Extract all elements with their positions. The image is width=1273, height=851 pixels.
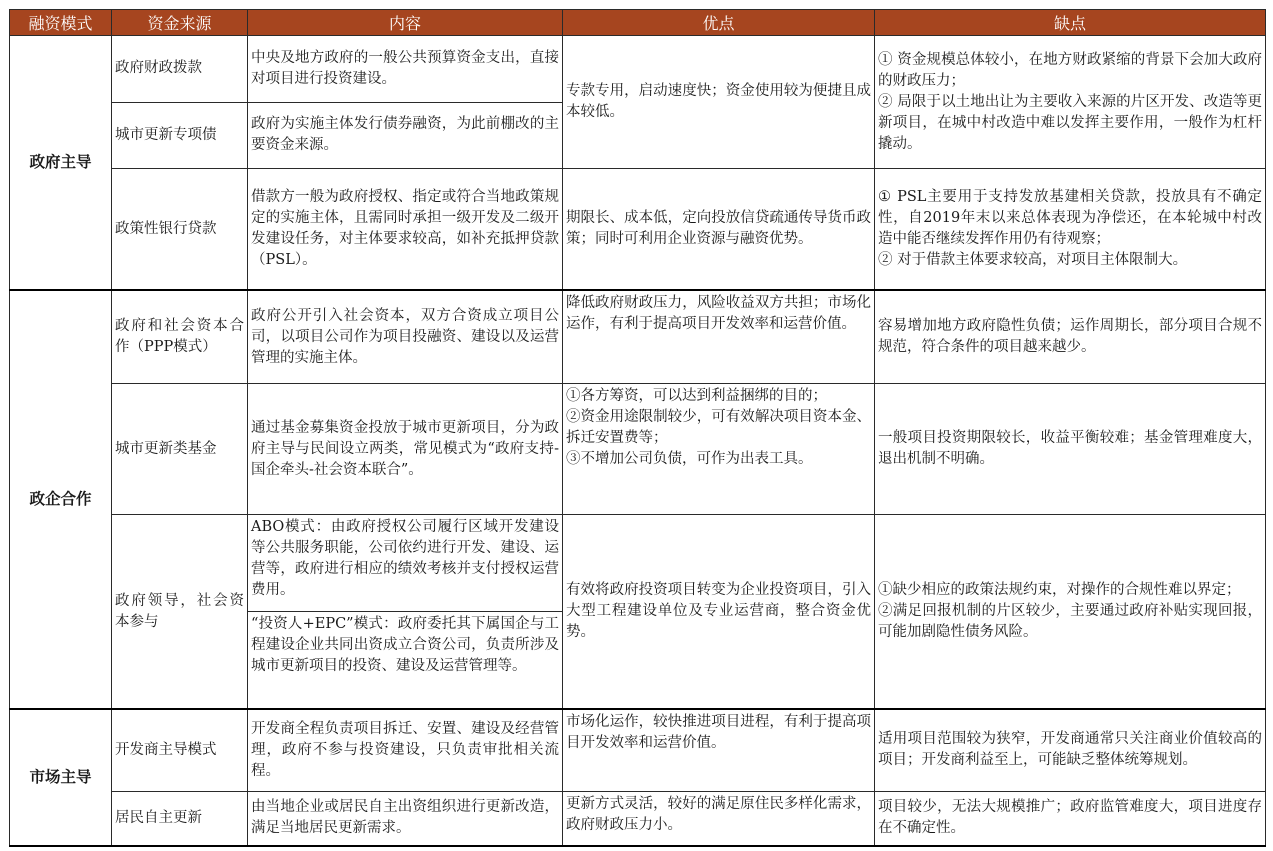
source-cell: 居民自主更新 xyxy=(112,791,248,846)
header-content: 内容 xyxy=(248,10,563,36)
source-cell: 开发商主导模式 xyxy=(112,709,248,792)
header-row xyxy=(10,10,1266,36)
pros-cell: 降低政府财政压力，风险收益双方共担；市场化运作，有利于提高项目开发效率和运营价值。 xyxy=(563,290,875,384)
table-row xyxy=(10,384,1266,515)
header-source: 资金来源 xyxy=(112,10,248,36)
mode-coop: 政企合作 xyxy=(10,290,112,709)
cons-cell: ① 资金规模总体较小，在地方财政紧缩的背景下会加大政府的财政压力； ② 局限于以土地出让为主要收入来源的片区开发、改造等更新项目，在城中村改造中难以发挥主要作用，一般作为杠杆撬动。 xyxy=(875,36,1266,169)
pros-cell: 更新方式灵活，较好的满足原住民多样化需求，政府财政压力小。 xyxy=(563,791,875,846)
cons-cell: ① PSL主要用于支持发放基建相关贷款，投放具有不确定性，自2019年末以来总体表现为净偿还，在本轮城中村改造中能否继续发挥作用仍有待观察； ② 对于借款主体要求较高，对项目主体限制大。 xyxy=(875,169,1266,290)
table-row xyxy=(10,36,1266,103)
source-cell: 政府和社会资本合作（PPP模式） xyxy=(112,290,248,384)
table-row xyxy=(10,791,1266,846)
source-cell: 政府财政拨款 xyxy=(112,36,248,103)
cons-cell: ①缺少相应的政策法规约束，对操作的合规性难以界定； ②满足回报机制的片区较少，主要通过政府补贴实现回报，可能加剧隐性债务风险。 xyxy=(875,515,1266,709)
content-cell: 由当地企业或居民自主出资组织进行更新改造，满足当地居民更新需求。 xyxy=(248,791,563,846)
content-cell: 政府公开引入社会资本，双方合资成立项目公司，以项目公司作为项目投融资、建设以及运营管理的实施主体。 xyxy=(248,290,563,384)
table-row xyxy=(10,709,1266,792)
mode-market: 市场主导 xyxy=(10,709,112,846)
content-cell: 政府为实施主体发行债券融资，为此前棚改的主要资金来源。 xyxy=(248,102,563,169)
cons-cell: 项目较少，无法大规模推广；政府监管难度大，项目进度存在不确定性。 xyxy=(875,791,1266,846)
table-row xyxy=(10,290,1266,384)
content-cell: “投资人+EPC”模式：政府委托其下属国企与工程建设企业共同出资成立合资公司，负责所涉及城市更新项目的投资、建设及运营管理等。 xyxy=(248,612,563,709)
cons-cell: 一般项目投资期限较长，收益平衡较难；基金管理难度大，退出机制不明确。 xyxy=(875,384,1266,515)
header-pros: 优点 xyxy=(563,10,875,36)
cons-cell: 容易增加地方政府隐性负债；运作周期长，部分项目合规不规范，符合条件的项目越来越少。 xyxy=(875,290,1266,384)
cons-cell: 适用项目范围较为狭窄，开发商通常只关注商业价值较高的项目；开发商利益至上，可能缺乏整体统筹规划。 xyxy=(875,709,1266,792)
source-cell: 政策性银行贷款 xyxy=(112,169,248,290)
content-cell: 开发商全程负责项目拆迁、安置、建设及经营管理，政府不参与投资建设，只负责审批相关流程。 xyxy=(248,709,563,792)
pros-cell: 期限长、成本低，定向投放信贷疏通传导货币政策；同时可利用企业资源与融资优势。 xyxy=(563,169,875,290)
mode-gov: 政府主导 xyxy=(10,36,112,290)
source-cell: 城市更新类基金 xyxy=(112,384,248,515)
pros-cell: 有效将政府投资项目转变为企业投资项目，引入大型工程建设单位及专业运营商，整合资金优势。 xyxy=(563,515,875,709)
header-cons: 缺点 xyxy=(875,10,1266,36)
content-cell: 中央及地方政府的一般公共预算资金支出，直接对项目进行投资建设。 xyxy=(248,36,563,103)
source-cell: 政府领导，社会资本参与 xyxy=(112,515,248,709)
source-cell: 城市更新专项债 xyxy=(112,102,248,169)
content-cell: 通过基金募集资金投放于城市更新项目，分为政府主导与民间设立两类，常见模式为“政府支持-国企牵头-社会资本联合”。 xyxy=(248,384,563,515)
content-cell: 借款方一般为政府授权、指定或符合当地政策规定的实施主体，且需同时承担一级开发及二级开发建设任务，对主体要求较高，如补充抵押贷款（PSL）。 xyxy=(248,169,563,290)
table-row xyxy=(10,169,1266,290)
pros-cell: ①各方筹资，可以达到利益捆绑的目的； ②资金用途限制较少，可有效解决项目资本金、拆迁安置费等； ③不增加公司负债，可作为出表工具。 xyxy=(563,384,875,515)
financing-table xyxy=(9,9,1266,847)
content-cell: ABO模式：由政府授权公司履行区域开发建设等公共服务职能，公司依约进行开发、建设、运营等，政府进行相应的绩效考核并支付授权运营费用。 xyxy=(248,515,563,612)
header-mode: 融资模式 xyxy=(10,10,112,36)
pros-cell: 专款专用，启动速度快；资金使用较为便捷且成本较低。 xyxy=(563,36,875,169)
pros-cell: 市场化运作，较快推进项目进程，有利于提高项目开发效率和运营价值。 xyxy=(563,709,875,792)
table-row xyxy=(10,515,1266,612)
